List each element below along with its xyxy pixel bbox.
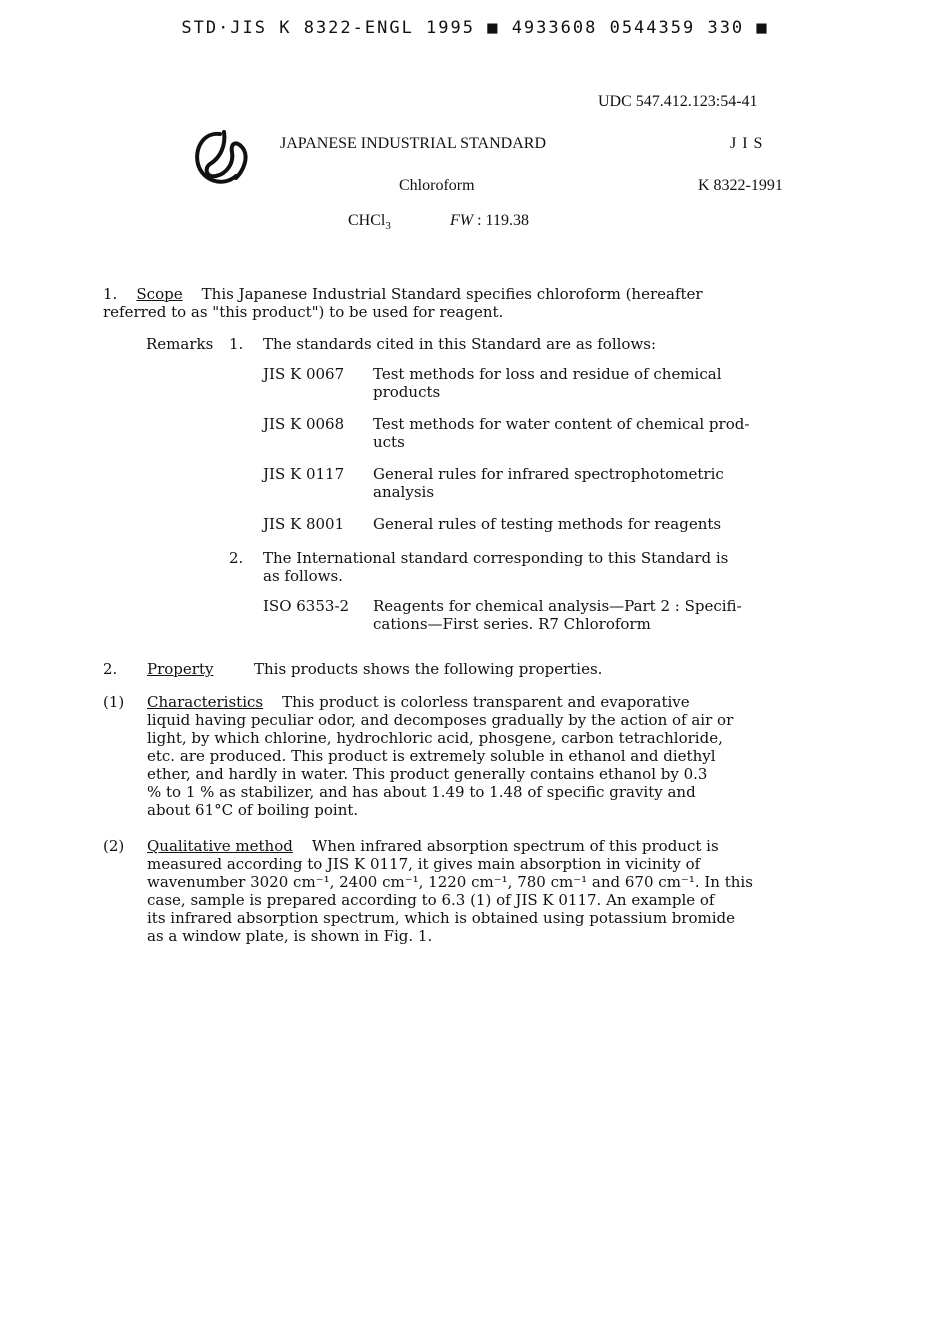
iso-description-cont: cations—First series. R7 Chloroform bbox=[373, 615, 651, 633]
reference-description-cont: products bbox=[373, 383, 441, 401]
characteristics-heading: Characteristics bbox=[147, 693, 264, 711]
organization-title: JAPANESE INDUSTRIAL STANDARD bbox=[280, 135, 546, 152]
remark-1-number: 1. bbox=[229, 335, 244, 353]
reference-description-cont: analysis bbox=[373, 483, 435, 501]
scope-text-line-2: referred to as "this product") to be used for reagent. bbox=[103, 303, 504, 321]
reference-code: JIS K 0068 bbox=[263, 415, 345, 433]
reference-description: General rules for infrared spectrophotometric bbox=[373, 465, 724, 483]
standard-number: K 8322-1991 bbox=[698, 177, 783, 194]
document-code-header: STD·JIS K 8322-ENGL 1995 ■ 4933608 0544359 330 ■ bbox=[181, 18, 769, 38]
qualitative-number: (2) bbox=[103, 837, 125, 855]
property-heading: Property bbox=[147, 660, 214, 678]
reference-description: General rules of testing methods for reagents bbox=[373, 515, 722, 533]
chemical-formula: CHCl$_3$ bbox=[348, 212, 391, 233]
reference-description: Test methods for loss and residue of chemical bbox=[373, 365, 722, 383]
reference-description-cont: ucts bbox=[373, 433, 405, 451]
reference-row bbox=[263, 415, 803, 451]
iso-reference-row bbox=[263, 597, 803, 633]
iso-description: Reagents for chemical analysis—Part 2 : Specifi- bbox=[373, 597, 742, 615]
remarks-label: Remarks bbox=[146, 335, 214, 353]
reference-code: JIS K 0067 bbox=[263, 365, 345, 383]
characteristics-paragraph: Characteristics This product is colorless transparent and evaporative liquid having peculiar odor, and decomposes gradually by the action of air or light, by which chlorine, hydrochloric acid, phosgene, carbon tetrachloride, etc. are produced. This product is extremely soluble in ethanol and diethyl ether, and hardly in water. This product generally contains ethanol by 0.3 % to 1 % as stabilizer, and has about 1.49 to 1.48 of specific gravity and about 61°C of boiling point. bbox=[147, 693, 734, 819]
qualitative-heading: Qualitative method bbox=[147, 837, 293, 855]
property-text: This products shows the following properties. bbox=[254, 660, 603, 678]
reference-row bbox=[263, 465, 803, 501]
scope-number: 1. bbox=[103, 285, 118, 303]
scope-heading: Scope bbox=[136, 285, 183, 303]
remark-2-text: The International standard corresponding to this Standard is as follows. bbox=[263, 549, 729, 585]
remark-2-number: 2. bbox=[229, 549, 244, 567]
scope-text-line-1: This Japanese Industrial Standard specifies chloroform (hereafter bbox=[201, 285, 703, 303]
document-title: Chloroform bbox=[399, 177, 475, 194]
reference-row bbox=[263, 515, 803, 533]
reference-row bbox=[263, 365, 803, 401]
reference-code: JIS K 0117 bbox=[263, 465, 345, 483]
property-number: 2. bbox=[103, 660, 118, 678]
reference-code: JIS K 8001 bbox=[263, 515, 345, 533]
formula-weight: FW : 119.38 bbox=[450, 212, 529, 229]
reference-description: Test methods for water content of chemical prod- bbox=[373, 415, 750, 433]
characteristics-number: (1) bbox=[103, 693, 125, 711]
remark-1-text: The standards cited in this Standard are as follows: bbox=[263, 335, 657, 353]
udc-number: UDC 547.412.123:54-41 bbox=[598, 93, 758, 110]
jis-label: J I S bbox=[730, 135, 764, 152]
scope-section bbox=[103, 285, 703, 321]
iso-code: ISO 6353-2 bbox=[263, 597, 350, 615]
jis-logo-icon bbox=[190, 128, 252, 194]
qualitative-paragraph: Qualitative method When infrared absorption spectrum of this product is measured according to JIS K 0117, it gives main absorption in vicinity of wavenumber 3020 cm⁻¹, 2400 cm⁻¹, 1220 cm⁻¹, 780 cm⁻¹ and 670 cm⁻¹. In this case, sample is prepared according to 6.3 (1) of JIS K 0117. An example of its infrared absorption spectrum, which is obtained using potassium bromide as a window plate, is shown in Fig. 1. bbox=[147, 837, 753, 945]
